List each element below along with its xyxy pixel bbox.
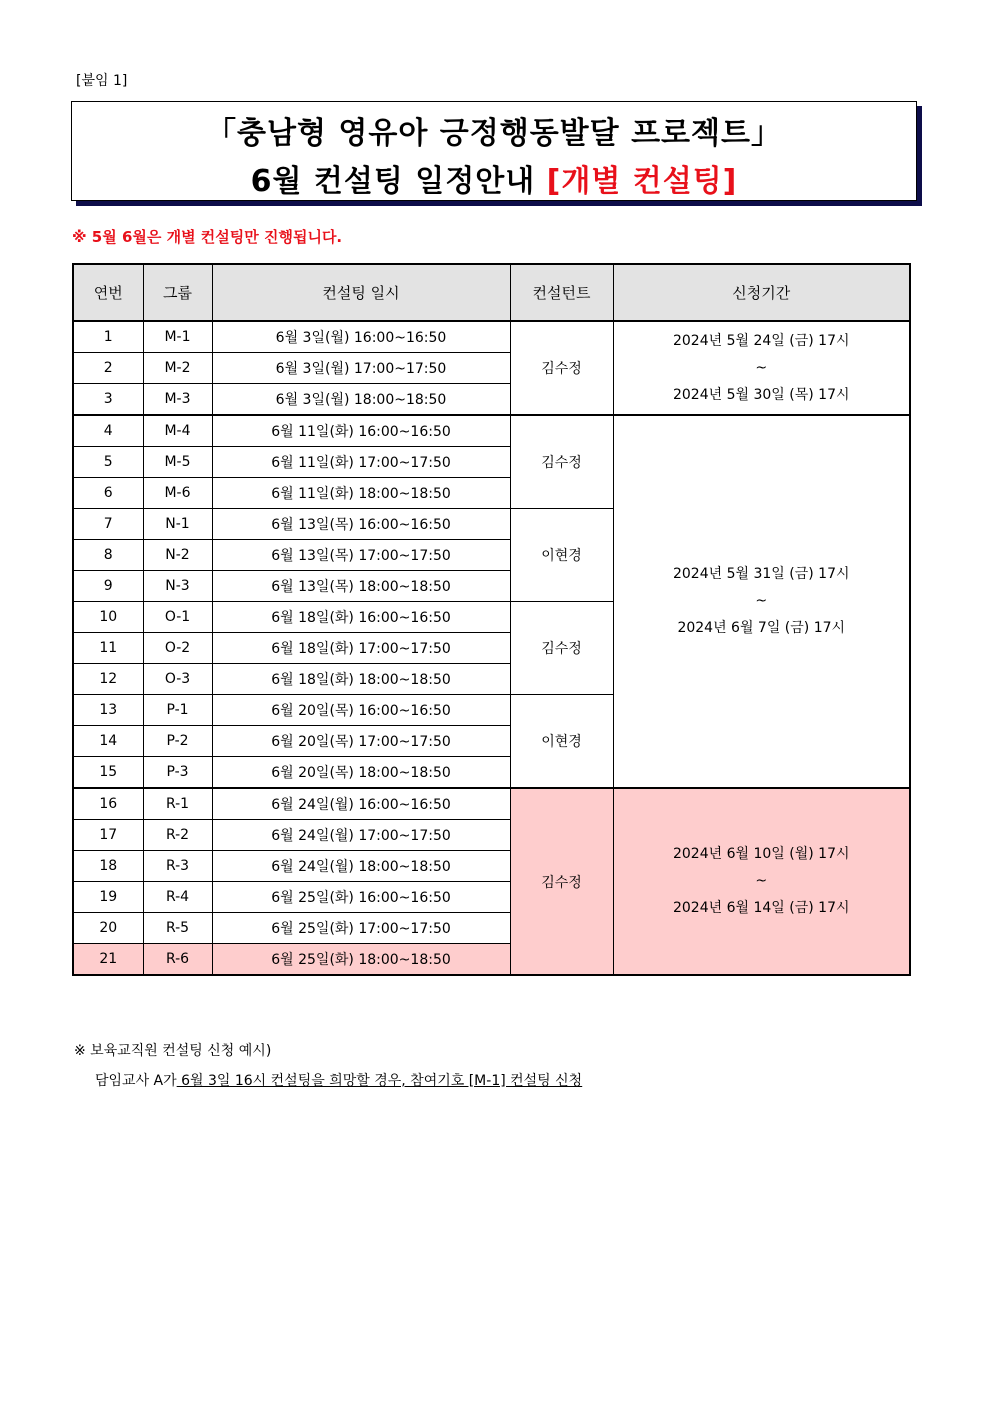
title-line-2 [72, 156, 916, 200]
row-group: P-1 [143, 695, 212, 726]
row-no: 9 [73, 571, 143, 602]
row-datetime: 6월 24일(월) 18:00~18:50 [212, 851, 510, 882]
row-no: 14 [73, 726, 143, 757]
row-no: 7 [73, 509, 143, 540]
example-prefix: 담임교사 A가 [95, 1073, 177, 1089]
period-start: 2024년 5월 24일 (금) 17시 [672, 332, 850, 349]
title-box [71, 101, 917, 201]
row-group: O-3 [143, 664, 212, 695]
attachment-label: [붙임 1] [76, 73, 128, 89]
row-datetime: 6월 13일(목) 16:00~16:50 [212, 509, 510, 540]
period-sep: ~ [755, 359, 768, 376]
row-group: O-1 [143, 602, 212, 633]
row-datetime: 6월 18일(화) 18:00~18:50 [212, 664, 510, 695]
row-datetime: 6월 3일(월) 18:00~18:50 [212, 384, 510, 416]
period-cell [613, 415, 910, 788]
row-datetime: 6월 11일(화) 18:00~18:50 [212, 478, 510, 509]
row-datetime: 6월 20일(목) 16:00~16:50 [212, 695, 510, 726]
row-no: 11 [73, 633, 143, 664]
row-datetime: 6월 13일(목) 17:00~17:50 [212, 540, 510, 571]
row-group: P-3 [143, 757, 212, 789]
title-highlight: [개별 컨설팅] [546, 164, 738, 199]
row-datetime: 6월 24일(월) 16:00~16:50 [212, 788, 510, 820]
row-datetime: 6월 25일(화) 17:00~17:50 [212, 913, 510, 944]
row-group: R-5 [143, 913, 212, 944]
row-datetime: 6월 11일(화) 17:00~17:50 [212, 447, 510, 478]
row-no: 1 [73, 321, 143, 353]
table-row [73, 788, 910, 820]
row-group: M-4 [143, 415, 212, 447]
row-datetime: 6월 25일(화) 18:00~18:50 [212, 944, 510, 976]
consultant-cell: 김수정 [510, 602, 613, 695]
title-line-1: 「충남형 영유아 긍정행동발달 프로젝트」 [205, 116, 782, 151]
table-row [73, 321, 910, 353]
row-group: M-1 [143, 321, 212, 353]
row-group: M-6 [143, 478, 212, 509]
period-cell [613, 788, 910, 975]
schedule-table [72, 263, 911, 976]
row-datetime: 6월 3일(월) 17:00~17:50 [212, 353, 510, 384]
header-group: 그룹 [143, 264, 212, 321]
example-text [95, 1070, 582, 1090]
row-no: 20 [73, 913, 143, 944]
row-no: 2 [73, 353, 143, 384]
row-group: M-3 [143, 384, 212, 416]
consultant-cell: 이현경 [510, 509, 613, 602]
row-no: 17 [73, 820, 143, 851]
row-group: R-1 [143, 788, 212, 820]
row-datetime: 6월 18일(화) 16:00~16:50 [212, 602, 510, 633]
row-no: 16 [73, 788, 143, 820]
row-group: R-3 [143, 851, 212, 882]
row-no: 6 [73, 478, 143, 509]
row-no: 3 [73, 384, 143, 416]
row-datetime: 6월 24일(월) 17:00~17:50 [212, 820, 510, 851]
row-no: 4 [73, 415, 143, 447]
row-datetime: 6월 20일(목) 18:00~18:50 [212, 757, 510, 789]
consultant-cell: 이현경 [510, 695, 613, 789]
row-group: M-5 [143, 447, 212, 478]
row-no: 13 [73, 695, 143, 726]
row-no: 21 [73, 944, 143, 976]
row-datetime: 6월 3일(월) 16:00~16:50 [212, 321, 510, 353]
row-no: 18 [73, 851, 143, 882]
consultant-cell: 김수정 [510, 415, 613, 509]
period-start: 2024년 5월 31일 (금) 17시 [672, 566, 850, 582]
row-datetime: 6월 11일(화) 16:00~16:50 [212, 415, 510, 447]
row-no: 19 [73, 882, 143, 913]
row-no: 15 [73, 757, 143, 789]
consultant-cell: 김수정 [510, 321, 613, 415]
row-no: 8 [73, 540, 143, 571]
example-heading: ※ 보육교직원 컨설팅 신청 예시) [74, 1043, 272, 1059]
table-header-row [73, 264, 910, 321]
row-no: 10 [73, 602, 143, 633]
period-end: 2024년 5월 30일 (목) 17시 [672, 386, 850, 403]
title-main: 6월 컨설팅 일정안내 [250, 164, 547, 199]
row-group: R-2 [143, 820, 212, 851]
period-cell [613, 321, 910, 415]
row-group: R-6 [143, 944, 212, 976]
row-group: N-2 [143, 540, 212, 571]
header-period: 신청기간 [613, 264, 910, 321]
example-underlined: 6월 3일 16시 컨설팅을 희망할 경우, 참여기호 [M-1] 컨설팅 신청 [176, 1073, 583, 1089]
period-start: 2024년 6월 10일 (월) 17시 [672, 846, 850, 862]
header-no: 연번 [73, 264, 143, 321]
period-sep: ~ [755, 873, 768, 889]
row-group: M-2 [143, 353, 212, 384]
table-row [73, 415, 910, 447]
header-consultant: 컨설턴트 [510, 264, 613, 321]
row-datetime: 6월 18일(화) 17:00~17:50 [212, 633, 510, 664]
notice-text: ※ 5월 6월은 개별 컨설팅만 진행됩니다. [72, 228, 343, 246]
row-group: N-1 [143, 509, 212, 540]
header-datetime: 컨설팅 일시 [212, 264, 510, 321]
row-datetime: 6월 25일(화) 16:00~16:50 [212, 882, 510, 913]
consultant-cell: 김수정 [510, 788, 613, 975]
row-group: O-2 [143, 633, 212, 664]
period-sep: ~ [755, 593, 768, 609]
row-group: P-2 [143, 726, 212, 757]
period-end: 2024년 6월 7일 (금) 17시 [677, 620, 846, 636]
row-no: 12 [73, 664, 143, 695]
row-datetime: 6월 13일(목) 18:00~18:50 [212, 571, 510, 602]
row-no: 5 [73, 447, 143, 478]
row-group: N-3 [143, 571, 212, 602]
row-group: R-4 [143, 882, 212, 913]
period-end: 2024년 6월 14일 (금) 17시 [672, 900, 850, 916]
row-datetime: 6월 20일(목) 17:00~17:50 [212, 726, 510, 757]
